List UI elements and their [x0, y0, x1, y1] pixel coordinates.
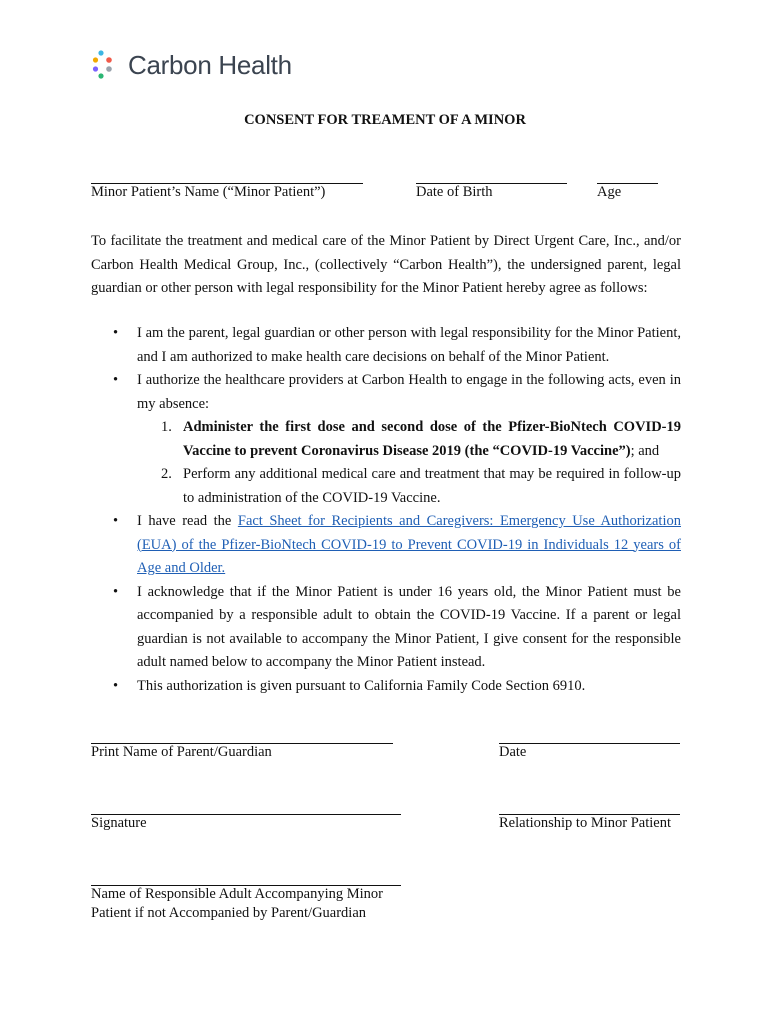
age-label: Age: [597, 184, 622, 200]
item-number: 2.: [161, 466, 172, 482]
numbered-text-bold: Administer the first dose and second dose of the Pfizer-BioNtech COVID-19 Vaccine to prevent Coronavirus Disease 2019 (the “COVID-19 Vaccine”): [183, 419, 681, 459]
list-item: [91, 581, 681, 675]
list-item: [91, 675, 681, 699]
signature-label: Signature: [91, 815, 147, 831]
intro-text: To facilitate the treatment and medical care of the Minor Patient by Direct Urgent Care, Inc., and/or Carbon Health Medical Group, Inc., (collectively “Carbon Health”), the undersigned parent, legal guardian or other person with legal responsibility for the Minor Patient hereby agree as follows:: [91, 233, 681, 296]
list-item: [91, 510, 681, 581]
bullet-icon: •: [113, 677, 119, 694]
item-number: 1.: [161, 419, 172, 435]
numbered-item: [137, 463, 681, 510]
bullet-icon: •: [113, 325, 119, 341]
numbered-text: Perform any additional medical care and treatment that may be required in follow-up to administration of the COVID-19 Vaccine.: [183, 466, 681, 506]
responsible-adult-label-1: Name of Responsible Adult Accompanying Minor: [91, 886, 383, 902]
brand-logo: [92, 48, 292, 82]
print-name-label: Print Name of Parent/Guardian: [91, 744, 272, 760]
brand-name: Carbon Health: [128, 49, 292, 80]
fact-sheet-link[interactable]: Fact Sheet for Recipients and Caregivers: Emergency Use Authorization (EUA) of the Pfizer-BioNtech COVID-19 to Prevent COVID-19 in Individuals 12 years of Age and Older.: [137, 513, 681, 576]
bullet-text: I am the parent, legal guardian or other person with legal responsibility for the Minor Patient, and I am authorized to make health care decisions on behalf of the Minor Patient.: [137, 325, 681, 365]
numbered-item: [137, 416, 681, 463]
bullet-icon: •: [113, 513, 119, 529]
bullet-icon: •: [113, 583, 119, 600]
bullet-icon: •: [113, 372, 119, 388]
dob-label: Date of Birth: [416, 184, 493, 200]
numbered-text-tail: ; and: [630, 442, 660, 459]
bullet-text: I acknowledge that if the Minor Patient is under 16 years old, the Minor Patient must be accompanied by a responsible adult to obtain the COVID-19 Vaccine. If a parent or legal guardian is not available to accompany the Minor Patient, I give consent for the responsible adult named below to accompany the Minor Patient instead.: [137, 583, 681, 670]
intro-paragraph: [91, 230, 681, 301]
consent-list: [91, 322, 681, 698]
list-item: [91, 322, 681, 369]
bullet-text: I have read the: [137, 513, 238, 529]
minor-name-label: Minor Patient’s Name (“Minor Patient”): [91, 184, 326, 200]
bullet-text: This authorization is given pursuant to California Family Code Section 6910.: [137, 677, 586, 694]
carbon-dots-icon: [92, 49, 122, 81]
document-title: CONSENT FOR TREAMENT OF A MINOR: [244, 112, 526, 128]
responsible-adult-label-2: Patient if not Accompanied by Parent/Guardian: [91, 905, 367, 921]
bullet-text: I authorize the healthcare providers at Carbon Health to engage in the following acts, even in my absence:: [137, 372, 681, 412]
list-item: [91, 369, 681, 510]
date-label: Date: [499, 744, 527, 760]
relationship-label: Relationship to Minor Patient: [499, 815, 671, 831]
